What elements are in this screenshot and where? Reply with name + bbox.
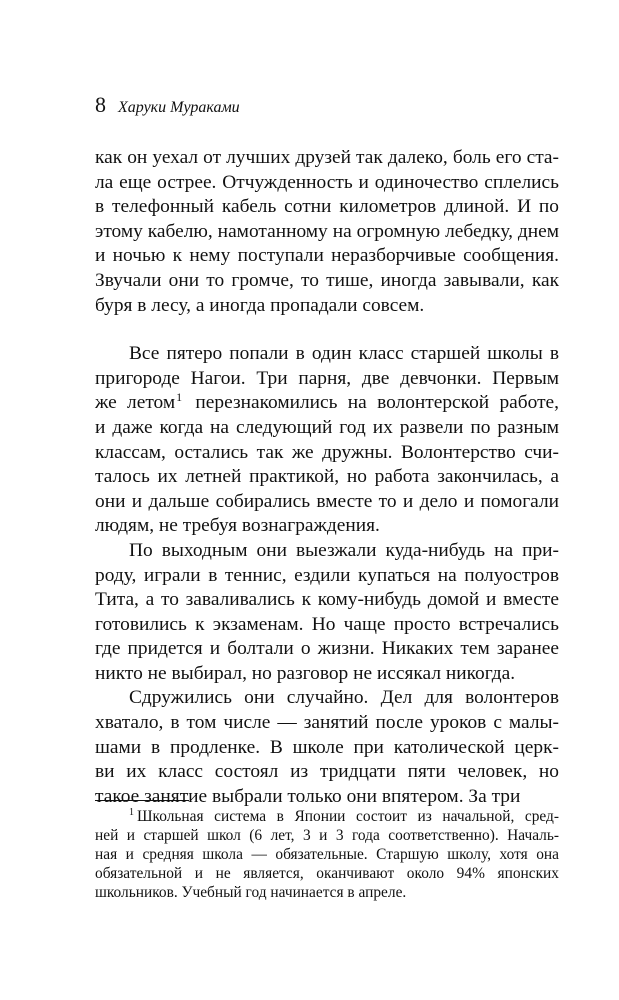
footnote-text: Школьная система в Японии состоит из начальной, сред- <box>137 808 559 825</box>
footnote-line <box>95 807 559 826</box>
footnote <box>95 807 559 902</box>
footnote-reference: 1 <box>176 390 183 405</box>
paragraph <box>95 686 559 809</box>
text-line: роду, играли в теннис, ездили купаться на полуостров <box>95 564 559 586</box>
text-line: Сдружились они случайно. Дел для волонтеров <box>129 687 559 709</box>
footnote-line: ная и средняя школа — обязательные. Старшую школу, хотя она <box>95 846 559 863</box>
text-line: такое занятие выбрали только они впятером. За три <box>95 785 521 807</box>
body-text <box>95 146 559 809</box>
text-line: Все пятеро попали в один класс старшей школы в <box>129 343 559 365</box>
page-header <box>95 92 240 118</box>
text-line: где придется и болтали о жизни. Никаких тем заранее <box>95 638 559 660</box>
footnote-line: ней и старшей школ (6 лет, 3 и 3 года соответственно). Началь- <box>95 827 559 844</box>
text-line: буря в лесу, а иногда пропадали совсем. <box>95 294 425 316</box>
footnote-line: школьников. Учебный год начинается в апреле. <box>95 884 407 901</box>
text-line: пригороде Нагои. Три парня, две девчонки. Первым <box>95 367 559 389</box>
text-line: ла еще острее. Отчужденность и одиночество сплелись <box>95 171 559 193</box>
text-line: талось их летней практикой, но работа закончилась, а <box>95 466 559 488</box>
text-line: шами в продленке. В школе при католической церк- <box>95 736 559 758</box>
text-line: классам, остались так же дружны. Волонтерство счи- <box>95 441 559 463</box>
text-line: они и дальше собирались вместе то и дело и помогали <box>95 490 559 512</box>
text-line: ви их класс состоял из тридцати пяти человек, но <box>95 761 559 783</box>
text-line: никто не выбирал, но разговор не иссякал никогда. <box>95 662 516 684</box>
page-number: 8 <box>95 92 106 117</box>
text-line: готовились к экзаменам. Но чаще просто встречались <box>95 613 559 635</box>
paragraph <box>95 342 559 539</box>
text-line: Звучали они то громче, то тише, иногда завывали, как <box>95 269 559 291</box>
text-line: людям, не требуя вознаграждения. <box>95 515 380 537</box>
paragraph <box>95 146 559 318</box>
text-line: же летом$^1$ перезнакомились на волонтерской работе, <box>95 390 559 414</box>
text-line: в телефонный кабель сотни километров длиной. И по <box>95 196 559 218</box>
text-line: По выходным они выезжали куда-нибудь на при- <box>129 539 559 561</box>
text-line: хватало, в том числе — занятий после уроков с малы- <box>95 712 559 734</box>
text-line: Тита, а то заваливались к кому-нибудь домой и вместе <box>95 589 559 611</box>
footnote-rule <box>95 800 189 801</box>
footnote-marker: 1 <box>129 807 134 818</box>
text-line: и ночью к нему поступали неразборчивые сообщения. <box>95 245 559 267</box>
text-line: и даже когда на следующий год их развели по разным <box>95 416 559 438</box>
text-line: этому кабелю, намотанному на огромную лебедку, днем <box>95 220 559 242</box>
paragraph-gap <box>95 318 559 342</box>
running-title: Харуки Мураками <box>118 99 240 116</box>
paragraph <box>95 539 559 687</box>
text-line: как он уехал от лучших друзей так далеко, боль его ста- <box>95 147 559 168</box>
footnote-line: обязательной и не является, оканчивают около 94% японских <box>95 865 559 882</box>
